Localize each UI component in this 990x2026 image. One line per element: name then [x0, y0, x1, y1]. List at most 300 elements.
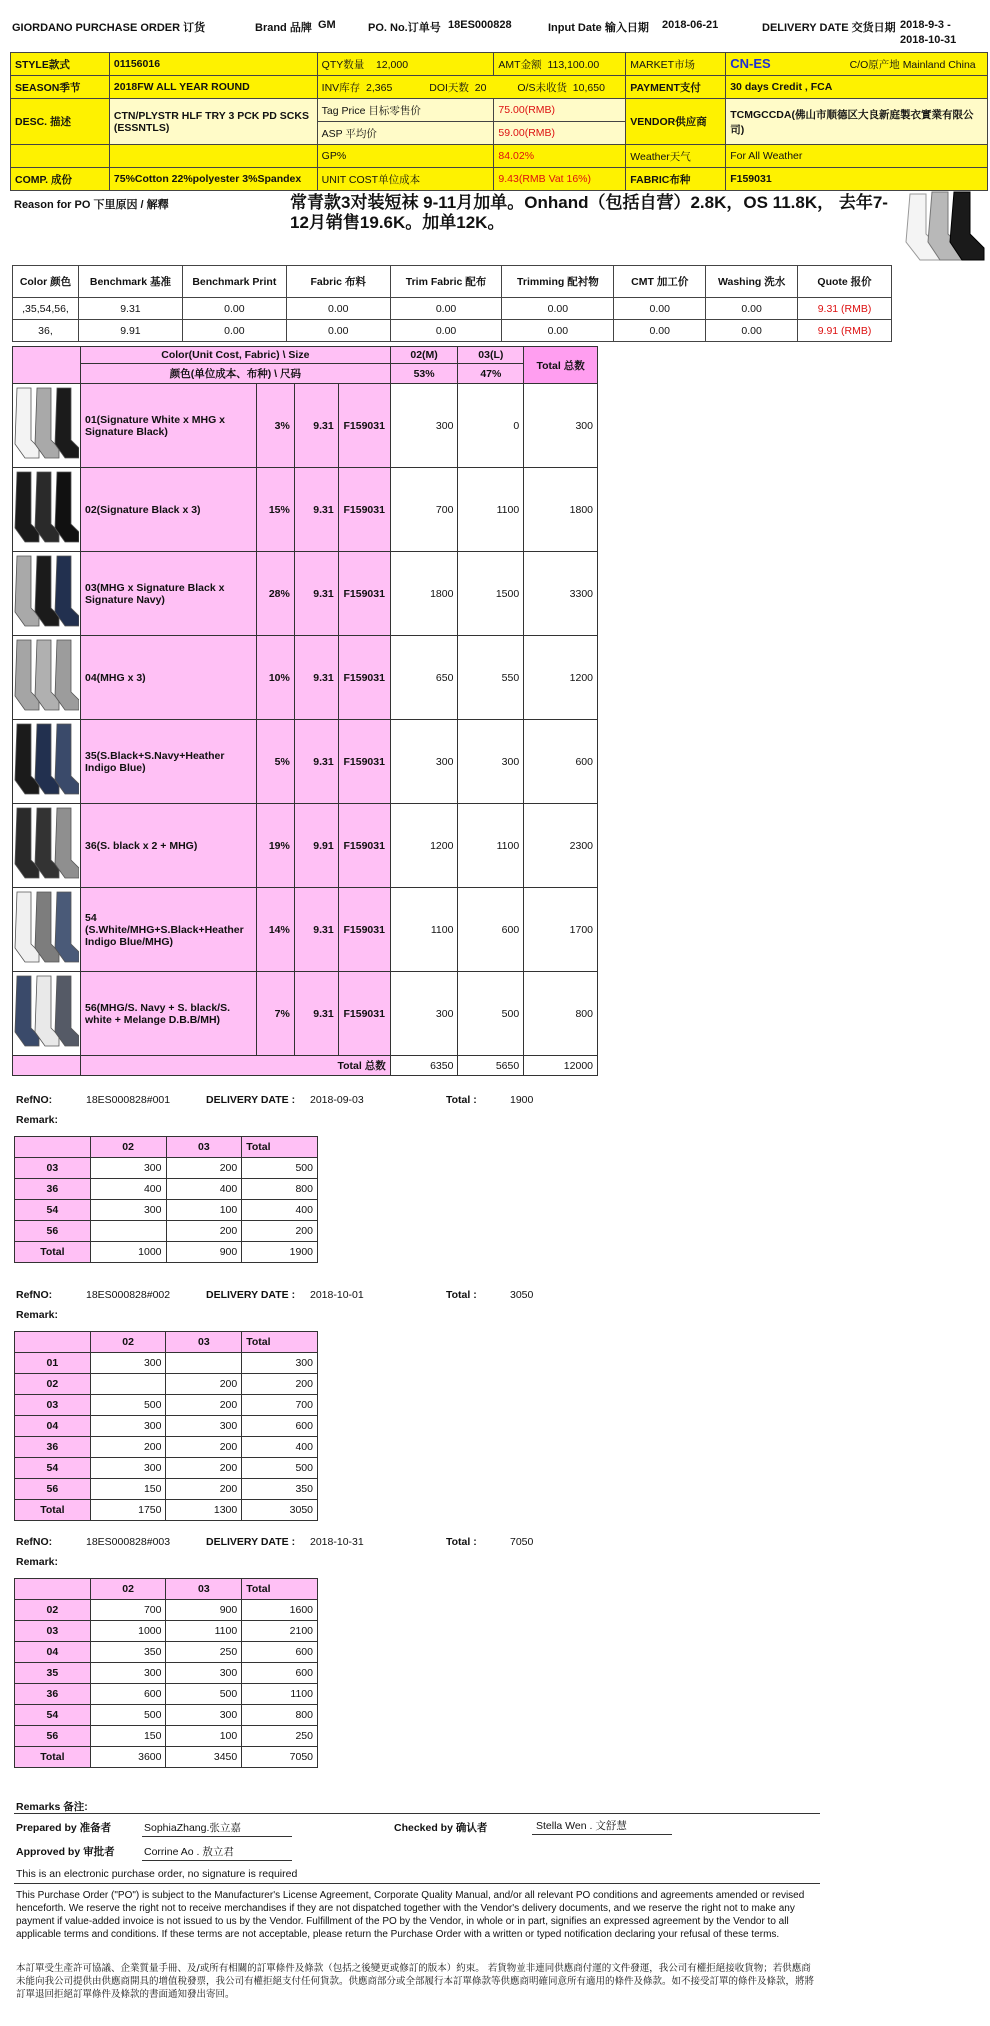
- bench-cell: 0.00: [286, 298, 390, 320]
- delivery-qty: 300: [90, 1158, 166, 1179]
- table-row: [15, 1353, 318, 1374]
- delivery-qty: 400: [166, 1179, 242, 1200]
- po-title: GIORDANO PURCHASE ORDER 订货: [12, 22, 206, 34]
- qty-size-03: 550: [458, 636, 524, 720]
- delivery-qty: 1900: [242, 1242, 318, 1263]
- fabric-code: F159031: [338, 552, 390, 636]
- qty-total: 2300: [524, 804, 598, 888]
- qty-value: 12,000: [375, 58, 409, 71]
- qty-size-02: 1800: [390, 552, 458, 636]
- size-pct-03: 47%: [458, 364, 524, 384]
- delivery-qty: 300: [242, 1353, 318, 1374]
- bench-cell: 0.00: [502, 298, 614, 320]
- amt-value: 113,100.00: [547, 58, 600, 71]
- reason-label: Reason for PO 下里原因 / 解釋: [14, 199, 169, 211]
- delivery-color-code: 02: [15, 1600, 91, 1621]
- color-size-table: [12, 346, 598, 1076]
- qty-size-02: 700: [390, 468, 458, 552]
- delivery-col-header: [15, 1332, 91, 1353]
- delivery-date-value: 2018-10-01: [310, 1289, 364, 1301]
- table-row: [15, 1416, 318, 1437]
- inv-value: 2,365: [366, 81, 393, 94]
- total-header: Total 总数: [524, 347, 598, 384]
- approved-value: Corrine Ao . 敖立君: [144, 1846, 234, 1858]
- delivery-qty: 1000: [90, 1242, 166, 1263]
- bench-header-color: Color 颜色: [13, 266, 79, 298]
- delivery-qty: 200: [166, 1437, 242, 1458]
- delivery-date-label: DELIVERY DATE :: [206, 1289, 296, 1301]
- delivery-color-code: 56: [15, 1726, 91, 1747]
- delivery-date-label: DELIVERY DATE :: [206, 1536, 296, 1548]
- delivery-col-header: [15, 1579, 91, 1600]
- delivery-col-header: 02: [90, 1137, 166, 1158]
- table-row: [15, 1747, 318, 1768]
- table-row: [13, 298, 892, 320]
- table-row: [15, 1642, 318, 1663]
- qty-size-02: 300: [390, 384, 458, 468]
- bench-cell: ,35,54,56,: [13, 298, 79, 320]
- bench-cell: 0.00: [286, 320, 390, 342]
- table-row: [15, 1705, 318, 1726]
- qty-size-03: 500: [458, 972, 524, 1056]
- doi-value: 20: [474, 81, 487, 94]
- grand-total: 12000: [524, 1056, 598, 1076]
- size-header-03: 03(L): [458, 347, 524, 364]
- os-value: 10,650: [572, 81, 605, 94]
- delivery-total-label: Total :: [446, 1536, 477, 1548]
- table-row: [13, 320, 892, 342]
- delivery-col-header: 02: [90, 1579, 166, 1600]
- bench-quote-cell: 9.31 (RMB): [798, 298, 892, 320]
- delivery-qty: 500: [166, 1684, 242, 1705]
- unit-cost: 9.31: [294, 552, 338, 636]
- color-size-header: Color(Unit Cost, Fabric) \ Size: [80, 347, 390, 364]
- delivery-qty: 600: [90, 1684, 166, 1705]
- qty-total: 800: [524, 972, 598, 1056]
- delivery-color-code: 54: [15, 1458, 91, 1479]
- tag-price-value: 75.00(RMB): [494, 99, 626, 122]
- inventory-cell: [317, 76, 626, 99]
- fabric-code: F159031: [338, 888, 390, 972]
- table-row: [15, 1437, 318, 1458]
- style-label: STYLE款式: [11, 53, 110, 76]
- bench-header-washing: Washing 洗水: [706, 266, 798, 298]
- payment-value: 30 days Credit , FCA: [726, 76, 988, 99]
- delivery-qty: 600: [242, 1663, 318, 1684]
- delivery-qty: 200: [166, 1458, 242, 1479]
- prepared-label: Prepared by 准备者: [16, 1822, 112, 1834]
- doi-label: DOI天数: [429, 81, 469, 94]
- delivery-color-code: 03: [15, 1395, 91, 1416]
- delivery-qty: 3450: [166, 1747, 242, 1768]
- remark-label: Remark:: [16, 1556, 59, 1568]
- sock-thumbnail: [13, 552, 81, 636]
- color-pct: 5%: [256, 720, 294, 804]
- checked-value: Stella Wen . 文舒慧: [536, 1820, 627, 1832]
- delivery-qty: 200: [166, 1395, 242, 1416]
- sock-pack-image: [13, 636, 79, 716]
- color-desc: 36(S. black x 2 + MHG): [80, 804, 256, 888]
- delivery-qty: 150: [90, 1479, 166, 1500]
- delivery-qty: 200: [166, 1479, 242, 1500]
- qty-size-03: 1100: [458, 804, 524, 888]
- delivery-color-code: 01: [15, 1353, 91, 1374]
- grand-total-03: 5650: [458, 1056, 524, 1076]
- sock-pack-image: [13, 552, 79, 632]
- delivery-qty: 1000: [90, 1621, 166, 1642]
- delivery-qty: [90, 1374, 166, 1395]
- fabric-code: F159031: [338, 720, 390, 804]
- delivery-qty: [90, 1221, 166, 1242]
- delivery-qty: 300: [166, 1705, 242, 1726]
- weather-label: Weather天气: [626, 145, 726, 168]
- delivery-qty: 300: [166, 1416, 242, 1437]
- qty-size-02: 300: [390, 972, 458, 1056]
- remarks-label: Remarks 备注:: [16, 1801, 88, 1813]
- delivery-qty: 600: [242, 1642, 318, 1663]
- table-row: [15, 1221, 318, 1242]
- delivery-col-header: Total: [242, 1579, 318, 1600]
- table-row: [15, 1158, 318, 1179]
- po-info-grid: [10, 52, 988, 191]
- grand-total-02: 6350: [390, 1056, 458, 1076]
- fabric-value: F159031: [726, 168, 988, 191]
- table-row: [13, 384, 598, 468]
- bench-quote-cell: 9.91 (RMB): [798, 320, 892, 342]
- electronic-note: This is an electronic purchase order, no signature is required: [16, 1868, 298, 1880]
- sock-pack-image: [13, 384, 79, 464]
- qty-size-02: 1200: [390, 804, 458, 888]
- asp-value: 59.00(RMB): [494, 122, 626, 145]
- qty-total: 3300: [524, 552, 598, 636]
- qty-size-02: 650: [390, 636, 458, 720]
- delivery-qty: 350: [90, 1642, 166, 1663]
- delivery-qty: 1750: [90, 1500, 166, 1521]
- table-row: [15, 1458, 318, 1479]
- delivery-color-code: 04: [15, 1416, 91, 1437]
- table-row: [15, 1621, 318, 1642]
- fabric-label: FABRIC布种: [626, 168, 726, 191]
- delivery-color-code: 56: [15, 1221, 91, 1242]
- unit-cost: 9.31: [294, 468, 338, 552]
- qty-total: 600: [524, 720, 598, 804]
- grand-total-label: Total 总数: [80, 1056, 390, 1076]
- market-value: CN-ES: [730, 56, 771, 71]
- table-row: [13, 804, 598, 888]
- table-row: [15, 1500, 318, 1521]
- unit-cost: 9.31: [294, 636, 338, 720]
- bench-cell: 0.00: [706, 298, 798, 320]
- delivery-total-value: 3050: [510, 1289, 534, 1301]
- color-desc: 03(MHG x Signature Black x Signature Navy): [80, 552, 256, 636]
- delivery-total-value: 7050: [510, 1536, 534, 1548]
- comp-value: 75%Cotton 22%polyester 3%Spandex: [109, 168, 317, 191]
- delivery-qty: 200: [166, 1374, 242, 1395]
- remark-label: Remark:: [16, 1309, 59, 1321]
- qty-size-03: 600: [458, 888, 524, 972]
- season-value: 2018FW ALL YEAR ROUND: [109, 76, 317, 99]
- qty-total: 300: [524, 384, 598, 468]
- bench-cell: 36,: [13, 320, 79, 342]
- delivery-total-label: Total :: [446, 1094, 477, 1106]
- payment-label: PAYMENT支付: [626, 76, 726, 99]
- table-row: [15, 1684, 318, 1705]
- delivery-qty: 400: [242, 1200, 318, 1221]
- delivery-qty: 400: [90, 1179, 166, 1200]
- benchmark-header-row: [13, 266, 892, 298]
- sock-thumbnail: [13, 468, 81, 552]
- delivery-col-header: 02: [90, 1332, 166, 1353]
- delivery-qty: 300: [166, 1663, 242, 1684]
- delivery-col-header: 03: [166, 1137, 242, 1158]
- table-row: [15, 1726, 318, 1747]
- reason-text: 常青款3对装短袜 9-11月加单。Onhand（包括自营）2.8K，OS 11.8K， 去年7-12月销售19.6K。加单12K。: [290, 193, 888, 232]
- ref-label: RefNO:: [16, 1536, 53, 1548]
- delivery-qty: 1300: [166, 1500, 242, 1521]
- inv-label: INV库存: [321, 81, 361, 94]
- delivery-qty: 300: [90, 1200, 166, 1221]
- bench-header-benchmark-print: Benchmark Print: [182, 266, 286, 298]
- delivery-qty: 600: [242, 1416, 318, 1437]
- bench-cell: 0.00: [390, 298, 502, 320]
- table-row: [13, 552, 598, 636]
- fabric-code: F159031: [338, 804, 390, 888]
- delivery-qty: 800: [242, 1705, 318, 1726]
- prepared-value: SophiaZhang.张立嘉: [144, 1822, 241, 1834]
- delivery-table: [14, 1331, 318, 1521]
- table-row: [15, 1179, 318, 1200]
- delivery-qty: 3050: [242, 1500, 318, 1521]
- delivery-col-header: 03: [166, 1332, 242, 1353]
- bench-header-fabric: Fabric 布料: [286, 266, 390, 298]
- delivery-qty: [166, 1353, 242, 1374]
- bench-header-quote: Quote 报价: [798, 266, 892, 298]
- sock-thumbnail: [13, 720, 81, 804]
- fabric-code: F159031: [338, 468, 390, 552]
- gp-value: 84.02%: [494, 145, 626, 168]
- delivery-qty: 3600: [90, 1747, 166, 1768]
- sock-pack-image: [13, 804, 79, 884]
- delivery-qty: 300: [90, 1416, 166, 1437]
- tag-price-label: Tag Price 目标零售价: [317, 99, 494, 122]
- table-row: [15, 1663, 318, 1684]
- table-row: [13, 972, 598, 1056]
- delivery-qty: 150: [90, 1726, 166, 1747]
- bench-cell: 0.00: [182, 298, 286, 320]
- delivery-date-value: 2018-09-03: [310, 1094, 364, 1106]
- delivery-color-code: 35: [15, 1663, 91, 1684]
- table-row: [15, 1200, 318, 1221]
- size-pct-02: 53%: [390, 364, 458, 384]
- delivery-color-code: 36: [15, 1179, 91, 1200]
- bench-cell: 0.00: [502, 320, 614, 342]
- delivery-qty: 700: [90, 1600, 166, 1621]
- delivery-col-header: [15, 1137, 91, 1158]
- delivery-qty: 500: [242, 1458, 318, 1479]
- os-label: O/S未收货: [517, 81, 567, 94]
- delivery-qty: 1600: [242, 1600, 318, 1621]
- delivery-color-code: 36: [15, 1684, 91, 1705]
- delivery-color-code: 02: [15, 1374, 91, 1395]
- qty-size-02: 300: [390, 720, 458, 804]
- table-row: [15, 1479, 318, 1500]
- brand-value: GM: [318, 19, 336, 31]
- delivery-qty: 350: [242, 1479, 318, 1500]
- desc-value: CTN/PLYSTR HLF TRY 3 PCK PD SCKS (ESSNTLS): [109, 99, 317, 145]
- qty-size-03: 300: [458, 720, 524, 804]
- delivery-color-code: Total: [15, 1747, 91, 1768]
- unit-cost: 9.31: [294, 384, 338, 468]
- delivery-color-code: Total: [15, 1500, 91, 1521]
- input-date-label: Input Date 输入日期: [548, 22, 649, 34]
- delivery-qty: 2100: [242, 1621, 318, 1642]
- sock-pack-image: [13, 888, 79, 968]
- delivery-total-label: Total :: [446, 1289, 477, 1301]
- delivery-qty: 900: [166, 1600, 242, 1621]
- delivery-qty: 7050: [242, 1747, 318, 1768]
- delivery-date-label: DELIVERY DATE :: [206, 1094, 296, 1106]
- delivery-qty: 250: [166, 1642, 242, 1663]
- qty-total: 1700: [524, 888, 598, 972]
- bench-cell: 0.00: [182, 320, 286, 342]
- qty-total: 1200: [524, 636, 598, 720]
- bench-header-benchmark: Benchmark 基准: [78, 266, 182, 298]
- delivery-qty: 300: [90, 1353, 166, 1374]
- fabric-code: F159031: [338, 384, 390, 468]
- delivery-qty: 200: [166, 1221, 242, 1242]
- delivery-qty: 300: [90, 1663, 166, 1684]
- gp-label: GP%: [317, 145, 494, 168]
- color-pct: 7%: [256, 972, 294, 1056]
- color-pct: 19%: [256, 804, 294, 888]
- delivery-color-code: Total: [15, 1242, 91, 1263]
- weather-value: For All Weather: [726, 145, 988, 168]
- sock-pack-image: [13, 720, 79, 800]
- bench-cell: 0.00: [390, 320, 502, 342]
- brand-label: Brand 品牌: [255, 22, 312, 34]
- table-row: [15, 1600, 318, 1621]
- unit-cost: 9.31: [294, 972, 338, 1056]
- unit-cost: 9.31: [294, 720, 338, 804]
- sock-pack-image: [13, 972, 79, 1052]
- table-row: [15, 1242, 318, 1263]
- delivery-qty: 1100: [166, 1621, 242, 1642]
- bench-header-trimming: Trimming 配衬物: [502, 266, 614, 298]
- color-pct: 15%: [256, 468, 294, 552]
- color-pct: 10%: [256, 636, 294, 720]
- fabric-code: F159031: [338, 972, 390, 1056]
- bench-cell: 9.31: [78, 298, 182, 320]
- legal-text-cn: 本訂單受生產許可協議、企業質量手冊、及/或所有相關的訂單條件及條款（包括之後變更或修訂的版本）約束。 若貨物並非連同供應商付運的文件發運，我公司有權拒絕接收貨物；若供應商未能向我公司提供由供應商開具的增值稅發票，我公司有權拒絕支付任何貨款。供應商部分或全部履行本訂單條款等供應商明確同意所有適用的條件及條款。如不接受訂單的條件及條款，將將訂單退回拒絕訂單條件及條款的書面通知發出寄回。: [16, 1963, 815, 2000]
- delivery-total-value: 1900: [510, 1094, 534, 1106]
- bench-header-cmt: CMT 加工价: [614, 266, 706, 298]
- season-label: SEASON季节: [11, 76, 110, 99]
- delivery-qty: 500: [242, 1158, 318, 1179]
- color-desc: 02(Signature Black x 3): [80, 468, 256, 552]
- sock-thumbnail: [13, 384, 81, 468]
- comp-label: COMP. 成份: [11, 168, 110, 191]
- delivery-table: [14, 1578, 318, 1768]
- ref-label: RefNO:: [16, 1289, 53, 1301]
- color-pct: 28%: [256, 552, 294, 636]
- amt-label: AMT金额: [498, 58, 542, 71]
- delivery-color-code: 54: [15, 1200, 91, 1221]
- po-number-label: PO. No.订单号: [368, 22, 441, 34]
- approved-label: Approved by 审批者: [16, 1846, 115, 1858]
- sock-thumbnail: [13, 972, 81, 1056]
- bench-cell: 0.00: [706, 320, 798, 342]
- delivery-date-value-start: 2018-9-3 -: [900, 19, 951, 31]
- remark-label: Remark:: [16, 1114, 59, 1126]
- unit-cost-label: UNIT COST单位成本: [317, 168, 494, 191]
- sock-thumbnail: [13, 888, 81, 972]
- color-pct: 14%: [256, 888, 294, 972]
- input-date-value: 2018-06-21: [662, 19, 719, 31]
- delivery-qty: 200: [166, 1158, 242, 1179]
- delivery-color-code: 03: [15, 1158, 91, 1179]
- po-number-value: 18ES000828: [448, 19, 512, 31]
- fabric-code: F159031: [338, 636, 390, 720]
- color-size-header-cn: 颜色(单位成本、布种) \ 尺码: [80, 364, 390, 384]
- delivery-qty: 200: [242, 1221, 318, 1242]
- table-row: [13, 636, 598, 720]
- amt-cell: [494, 53, 626, 76]
- delivery-color-code: 56: [15, 1479, 91, 1500]
- delivery-date-value: 2018-10-31: [310, 1536, 364, 1548]
- qty-size-02: 1100: [390, 888, 458, 972]
- qty-total: 1800: [524, 468, 598, 552]
- delivery-date-value-end: 2018-10-31: [900, 34, 957, 46]
- bench-cell: 0.00: [614, 320, 706, 342]
- sock-thumbnail: [13, 804, 81, 888]
- qty-size-03: 1100: [458, 468, 524, 552]
- legal-text-en: This Purchase Order ("PO") is subject to the Manufacturer's License Agreement, Corporate Quality Manual, and/or all relevant PO conditions and agreements amended or revised henceforth. We reserve the right not to receive merchandises if they are not dispatched together with the Vendor's delivery documents, and we reserve the right not to make any payment if value-added invoice is not issued to us by the Vendor. Fulfillment of the PO by the Vendor, in whole or in part, signifies an expressed agreement by the Vendor to all applicable terms and conditions. If these terms are not acceptable, please return the Purchase Order with a written or typed notification declaring your refusal of these terms.: [16, 1890, 805, 1940]
- delivery-col-header: Total: [242, 1137, 318, 1158]
- style-value: 01156016: [109, 53, 317, 76]
- unit-cost: 9.91: [294, 804, 338, 888]
- delivery-color-code: 04: [15, 1642, 91, 1663]
- delivery-qty: 300: [90, 1458, 166, 1479]
- delivery-qty: 250: [242, 1726, 318, 1747]
- delivery-color-code: 36: [15, 1437, 91, 1458]
- delivery-col-header: 03: [166, 1579, 242, 1600]
- delivery-qty: 500: [90, 1705, 166, 1726]
- benchmark-table: [12, 265, 892, 342]
- co-label: C/O原产地: [849, 59, 900, 71]
- table-row: [13, 468, 598, 552]
- delivery-qty: 200: [242, 1374, 318, 1395]
- ref-label: RefNO:: [16, 1094, 53, 1106]
- delivery-qty: 200: [90, 1437, 166, 1458]
- color-desc: 01(Signature White x MHG x Signature Black): [80, 384, 256, 468]
- ref-value: 18ES000828#003: [86, 1536, 171, 1548]
- delivery-qty: 100: [166, 1726, 242, 1747]
- bench-header-trim-fabric: Trim Fabric 配布: [390, 266, 502, 298]
- delivery-qty: 800: [242, 1179, 318, 1200]
- delivery-color-code: 03: [15, 1621, 91, 1642]
- vendor-label: VENDOR供应商: [626, 99, 726, 145]
- size-header-02: 02(M): [390, 347, 458, 364]
- delivery-qty: 700: [242, 1395, 318, 1416]
- delivery-header-row: [15, 1332, 318, 1353]
- unit-cost: 9.31: [294, 888, 338, 972]
- table-row: [15, 1395, 318, 1416]
- vendor-value: TCMGCCDA(佛山市顺德区大良新庭製衣實業有限公司): [726, 99, 988, 145]
- qty-size-03: 1500: [458, 552, 524, 636]
- asp-label: ASP 平均价: [317, 122, 494, 145]
- delivery-color-code: 54: [15, 1705, 91, 1726]
- checked-label: Checked by 确认者: [394, 1822, 488, 1834]
